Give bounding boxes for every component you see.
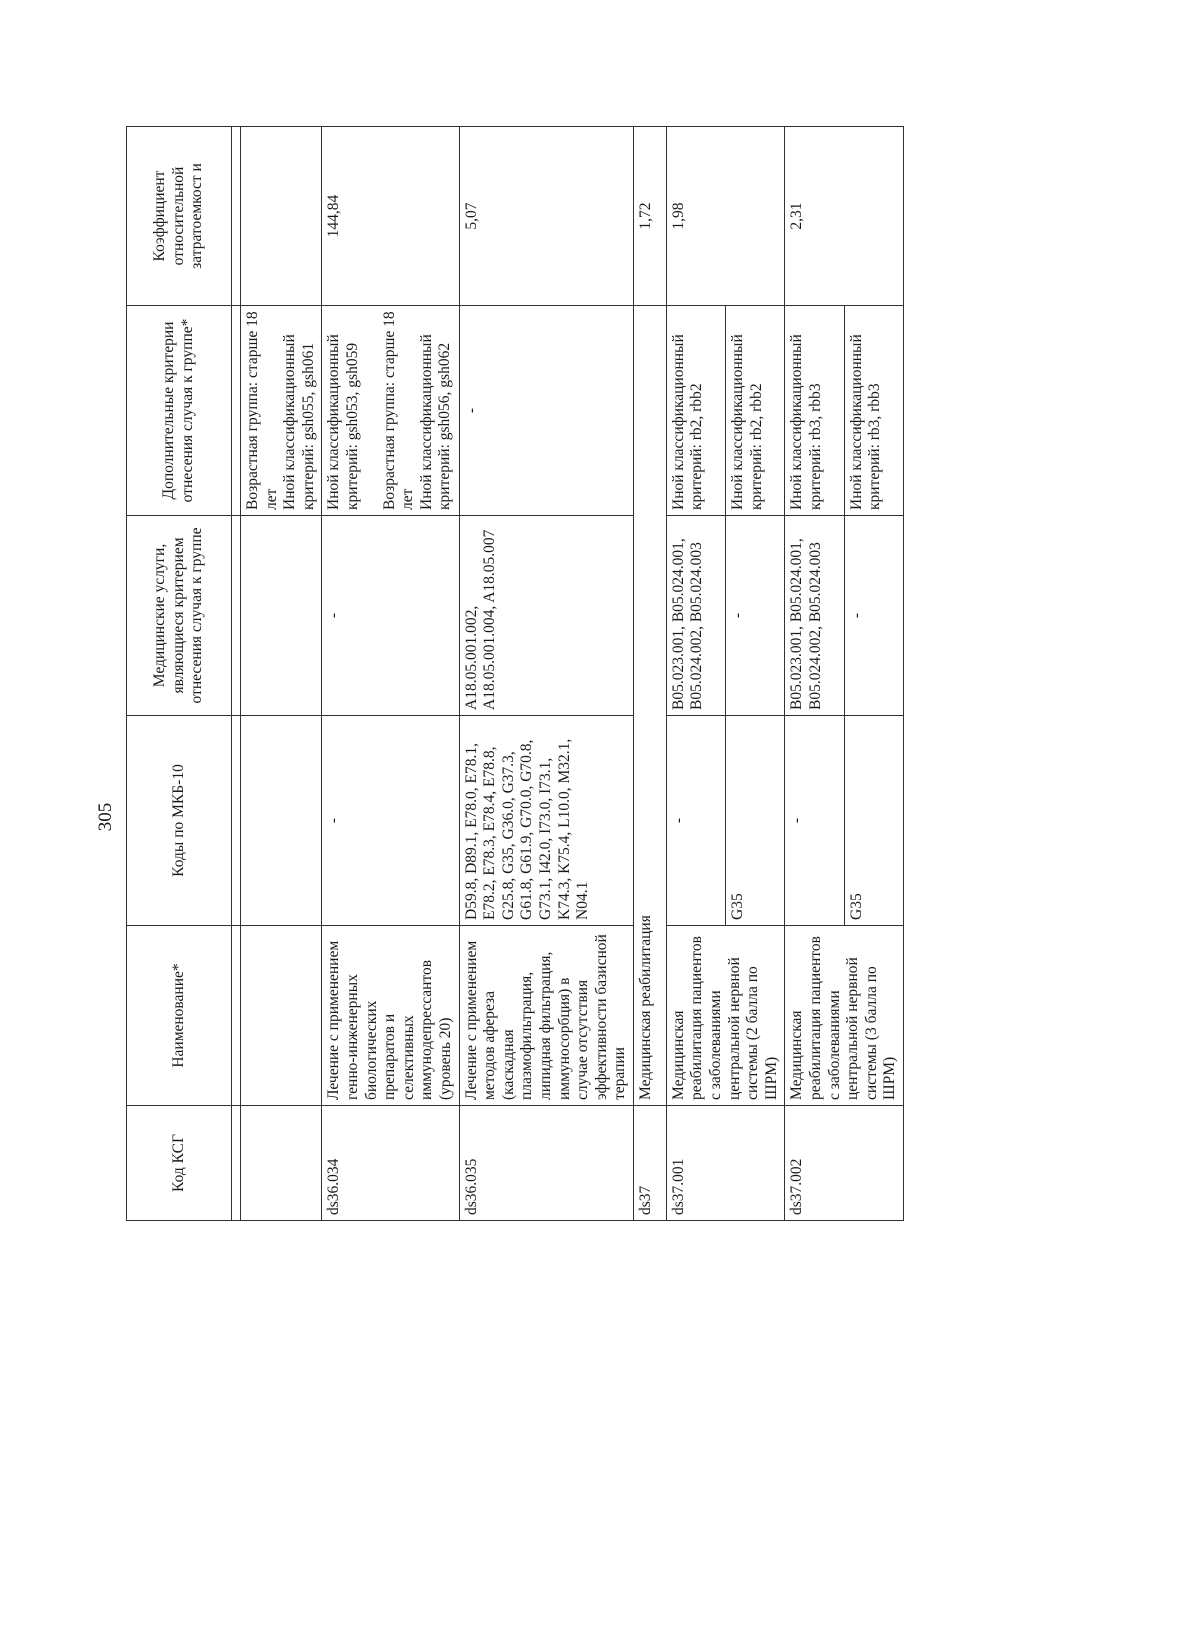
services-cell: B05.023.001, B05.024.001, B05.024.002, B05.024.003 xyxy=(785,516,844,716)
criteria-cell xyxy=(322,306,459,516)
table-row-ds37-001 xyxy=(666,127,725,1221)
coef-cell: 144,84 xyxy=(322,127,459,306)
code-cell: ds37.002 xyxy=(785,1106,904,1221)
services-cell: B05.023.001, B05.024.001, B05.024.002, B05.024.003 xyxy=(666,516,725,716)
table-row-ds36-035 xyxy=(459,127,633,1221)
icd-cell: G35 xyxy=(726,716,785,926)
ksg-table xyxy=(126,126,904,1221)
criteria-cell: Иной классификационный критерий: rb3, rbb3 xyxy=(844,306,903,516)
coef-cell: 1,98 xyxy=(666,127,785,306)
name-cell: Медицинская реабилитация пациентов с заболеваниями центральной нервной системы (2 балла по ШРМ) xyxy=(666,926,785,1106)
code-cell: ds36.035 xyxy=(459,1106,633,1221)
coef-cell: 5,07 xyxy=(459,127,633,306)
criteria-text-a: Иной классификационный критерий: gsh053, gsh059 xyxy=(325,334,361,510)
services-cell: - xyxy=(322,516,459,716)
name-cell: Медицинская реабилитация пациентов с заболеваниями центральной нервной системы (3 балла по ШРМ) xyxy=(785,926,904,1106)
header-code: Код КСГ xyxy=(127,1106,232,1221)
name-cell: Лечение с применением методов афереза (каскадная плазмофильтрация, липидная фильтрация, иммуносорбция) в случае отсутствия эффективности базисной терапии xyxy=(459,926,633,1106)
criteria-cell: Иной классификационный критерий: rb2, rbb2 xyxy=(666,306,725,516)
icd-cell: G35 xyxy=(844,716,903,926)
header-services: Медицинские услуги, являющиеся критерием отнесения случая к группе xyxy=(127,516,232,716)
header-criteria: Дополнительные критерии отнесения случая к группе* xyxy=(127,306,232,516)
header-row xyxy=(127,127,232,1221)
spacer-row xyxy=(232,127,241,1221)
icd-cell: D59.8, D89.1, E78.0, E78.1, E78.2, E78.3, E78.4, E78.8, G25.8, G35, G36.0, G37.3, G61.8, G61.9, G70.0, G70.8, G73.1, I42.0, I73.0, I73.1, K74.3, K75.4, L10.0, M32.1, N04.1 xyxy=(459,716,633,926)
page-number: 305 xyxy=(95,802,116,832)
table-row-ds36-034 xyxy=(322,127,459,1221)
services-cell: - xyxy=(844,516,903,716)
code-cell: ds36.034 xyxy=(322,1106,459,1221)
table-row-continuation xyxy=(241,127,322,1221)
coef-cell: 1,72 xyxy=(633,127,666,306)
icd-cell: - xyxy=(666,716,725,926)
header-name: Наименование* xyxy=(127,926,232,1106)
criteria-cell: Иной классификационный критерий: rb2, rbb2 xyxy=(726,306,785,516)
ksg-table-container xyxy=(126,127,1106,1221)
criteria-text-b: Возрастная группа: старше 18 лет Иной классификационный критерий: gsh056, gsh062 xyxy=(380,311,454,510)
icd-cell: - xyxy=(322,716,459,926)
header-icd: Коды по МКБ-10 xyxy=(127,716,232,926)
services-cell: - xyxy=(726,516,785,716)
criteria-cell: - xyxy=(459,306,633,516)
table-row-ds37 xyxy=(633,127,666,1221)
name-cell: Медицинская реабилитация xyxy=(633,306,666,1106)
coef-cell: 2,31 xyxy=(785,127,904,306)
header-coef: Коэффициент относительной затратоемкост и xyxy=(127,127,232,306)
icd-cell: - xyxy=(785,716,844,926)
table-row-ds37-002 xyxy=(785,127,844,1221)
criteria-cell: Возрастная группа: старше 18 лет Иной классификационный критерий: gsh055, gsh061 xyxy=(241,306,322,516)
code-cell: ds37.001 xyxy=(666,1106,785,1221)
services-cell: A18.05.001.002, A18.05.001.004, A18.05.007 xyxy=(459,516,633,716)
name-cell: Лечение с применением генно-инженерных биологических препаратов и селективных иммунодепрессантов (уровень 20) xyxy=(322,926,459,1106)
code-cell: ds37 xyxy=(633,1106,666,1221)
criteria-cell: Иной классификационный критерий: rb3, rbb3 xyxy=(785,306,844,516)
